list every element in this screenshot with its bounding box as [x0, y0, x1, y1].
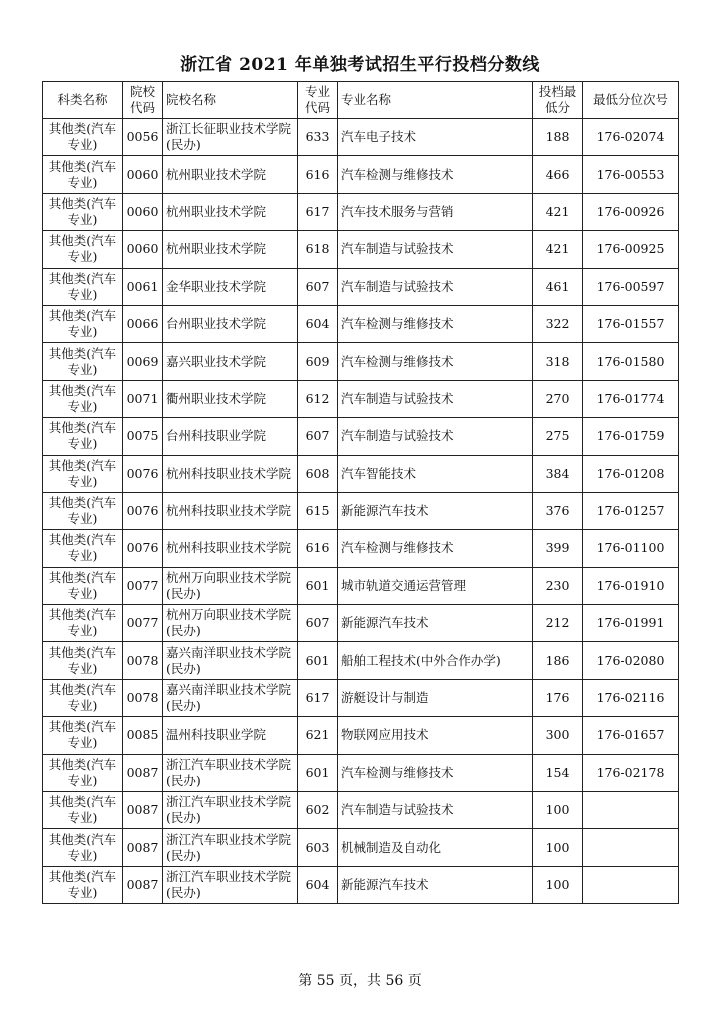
table-row [43, 418, 679, 455]
cell-school-name: 嘉兴职业技术学院 [163, 343, 298, 380]
cell-school-name: 杭州科技职业技术学院 [163, 455, 298, 492]
table-row [43, 156, 679, 193]
cell-category: 其他类(汽车专业) [43, 492, 123, 529]
cell-major-code: 616 [298, 530, 338, 567]
cell-min-score: 384 [533, 455, 583, 492]
cell-category: 其他类(汽车专业) [43, 567, 123, 604]
cell-school-code: 0085 [123, 717, 163, 754]
table-row [43, 792, 679, 829]
cell-major-code: 617 [298, 679, 338, 716]
cell-major-code: 602 [298, 792, 338, 829]
table-body [43, 119, 679, 904]
cell-category: 其他类(汽车专业) [43, 231, 123, 268]
cell-category: 其他类(汽车专业) [43, 829, 123, 866]
cell-school-name: 嘉兴南洋职业技术学院(民办) [163, 642, 298, 679]
cell-school-code: 0087 [123, 754, 163, 791]
cell-school-code: 0078 [123, 679, 163, 716]
cell-min-score: 376 [533, 492, 583, 529]
cell-min-rank: 176-00597 [583, 268, 679, 305]
header-major-name: 专业名称 [338, 82, 533, 119]
cell-major-code: 601 [298, 754, 338, 791]
cell-min-rank [583, 829, 679, 866]
cell-major-name: 汽车检测与维修技术 [338, 754, 533, 791]
header-school-code: 院校代码 [123, 82, 163, 119]
cell-school-code: 0060 [123, 193, 163, 230]
cell-major-name: 城市轨道交通运营管理 [338, 567, 533, 604]
cell-school-name: 台州科技职业学院 [163, 418, 298, 455]
cell-school-name: 杭州万向职业技术学院(民办) [163, 567, 298, 604]
cell-min-rank: 176-01557 [583, 305, 679, 342]
cell-school-code: 0077 [123, 567, 163, 604]
cell-major-code: 621 [298, 717, 338, 754]
page-title: 浙江省 2021 年单独考试招生平行投档分数线 [180, 55, 540, 75]
cell-school-code: 0071 [123, 380, 163, 417]
cell-major-name: 新能源汽车技术 [338, 866, 533, 903]
cell-school-name: 杭州职业技术学院 [163, 156, 298, 193]
cell-major-name: 汽车电子技术 [338, 119, 533, 156]
cell-min-rank: 176-01580 [583, 343, 679, 380]
cell-major-name: 汽车检测与维修技术 [338, 156, 533, 193]
cell-major-code: 607 [298, 605, 338, 642]
cell-school-code: 0056 [123, 119, 163, 156]
cell-school-code: 0087 [123, 792, 163, 829]
cell-school-name: 杭州科技职业技术学院 [163, 492, 298, 529]
cell-major-code: 609 [298, 343, 338, 380]
cell-min-rank: 176-02178 [583, 754, 679, 791]
cell-min-score: 176 [533, 679, 583, 716]
cell-category: 其他类(汽车专业) [43, 679, 123, 716]
cell-min-score: 318 [533, 343, 583, 380]
table-row [43, 455, 679, 492]
cell-school-code: 0076 [123, 492, 163, 529]
cell-min-score: 300 [533, 717, 583, 754]
header-school-name: 院校名称 [163, 82, 298, 119]
cell-category: 其他类(汽车专业) [43, 530, 123, 567]
cell-min-rank: 176-00926 [583, 193, 679, 230]
cell-min-score: 270 [533, 380, 583, 417]
cell-school-name: 金华职业技术学院 [163, 268, 298, 305]
cell-major-code: 604 [298, 866, 338, 903]
cell-category: 其他类(汽车专业) [43, 418, 123, 455]
cell-min-rank: 176-01991 [583, 605, 679, 642]
cell-min-score: 100 [533, 792, 583, 829]
cell-min-score: 100 [533, 866, 583, 903]
table-row [43, 119, 679, 156]
cell-min-score: 186 [533, 642, 583, 679]
header-major-code: 专业代码 [298, 82, 338, 119]
cell-major-name: 机械制造及自动化 [338, 829, 533, 866]
cell-school-code: 0060 [123, 156, 163, 193]
header-min-score: 投档最低分 [533, 82, 583, 119]
cell-category: 其他类(汽车专业) [43, 193, 123, 230]
cell-category: 其他类(汽车专业) [43, 866, 123, 903]
cell-school-name: 杭州职业技术学院 [163, 231, 298, 268]
table-row [43, 829, 679, 866]
cell-min-score: 212 [533, 605, 583, 642]
cell-major-code: 607 [298, 268, 338, 305]
header-category: 科类名称 [43, 82, 123, 119]
cell-major-name: 新能源汽车技术 [338, 605, 533, 642]
cell-school-name: 浙江汽车职业技术学院(民办) [163, 866, 298, 903]
cell-school-code: 0087 [123, 829, 163, 866]
cell-min-rank: 176-01100 [583, 530, 679, 567]
table-row [43, 567, 679, 604]
cell-min-rank: 176-01208 [583, 455, 679, 492]
table-row [43, 343, 679, 380]
cell-min-rank: 176-02080 [583, 642, 679, 679]
cell-major-code: 601 [298, 642, 338, 679]
cell-major-code: 604 [298, 305, 338, 342]
cell-school-code: 0066 [123, 305, 163, 342]
page-footer: 第 55 页，共 56 页 [298, 973, 422, 989]
table-row [43, 866, 679, 903]
cell-min-rank: 176-02116 [583, 679, 679, 716]
cell-major-name: 汽车制造与试验技术 [338, 380, 533, 417]
cell-major-name: 汽车检测与维修技术 [338, 343, 533, 380]
table-row [43, 605, 679, 642]
table-row [43, 530, 679, 567]
table-row [43, 380, 679, 417]
cell-school-code: 0069 [123, 343, 163, 380]
cell-min-rank: 176-01910 [583, 567, 679, 604]
cell-min-score: 275 [533, 418, 583, 455]
cell-major-code: 616 [298, 156, 338, 193]
table-row [43, 268, 679, 305]
cell-category: 其他类(汽车专业) [43, 380, 123, 417]
cell-category: 其他类(汽车专业) [43, 717, 123, 754]
cell-school-name: 衢州职业技术学院 [163, 380, 298, 417]
cell-major-name: 汽车制造与试验技术 [338, 792, 533, 829]
table-row [43, 193, 679, 230]
cell-category: 其他类(汽车专业) [43, 455, 123, 492]
cell-category: 其他类(汽车专业) [43, 642, 123, 679]
cell-min-score: 230 [533, 567, 583, 604]
cell-school-name: 杭州万向职业技术学院(民办) [163, 605, 298, 642]
cell-major-code: 633 [298, 119, 338, 156]
cell-major-name: 汽车检测与维修技术 [338, 530, 533, 567]
cell-min-score: 421 [533, 193, 583, 230]
cell-school-code: 0077 [123, 605, 163, 642]
cell-major-code: 615 [298, 492, 338, 529]
cell-major-code: 603 [298, 829, 338, 866]
cell-school-code: 0061 [123, 268, 163, 305]
cell-major-name: 汽车制造与试验技术 [338, 268, 533, 305]
cell-school-name: 杭州职业技术学院 [163, 193, 298, 230]
cell-category: 其他类(汽车专业) [43, 268, 123, 305]
cell-major-name: 汽车检测与维修技术 [338, 305, 533, 342]
cell-school-code: 0076 [123, 455, 163, 492]
cell-school-name: 台州职业技术学院 [163, 305, 298, 342]
cell-school-code: 0060 [123, 231, 163, 268]
cell-school-name: 温州科技职业学院 [163, 717, 298, 754]
cell-school-name: 嘉兴南洋职业技术学院(民办) [163, 679, 298, 716]
cell-major-name: 物联网应用技术 [338, 717, 533, 754]
cell-category: 其他类(汽车专业) [43, 119, 123, 156]
cell-major-name: 船舶工程技术(中外合作办学) [338, 642, 533, 679]
cell-min-score: 100 [533, 829, 583, 866]
cell-major-code: 612 [298, 380, 338, 417]
cell-category: 其他类(汽车专业) [43, 305, 123, 342]
cell-min-rank [583, 866, 679, 903]
cell-school-code: 0087 [123, 866, 163, 903]
cell-major-name: 汽车技术服务与营销 [338, 193, 533, 230]
cell-major-code: 608 [298, 455, 338, 492]
cell-min-score: 461 [533, 268, 583, 305]
cell-min-rank: 176-01657 [583, 717, 679, 754]
table-header-row [43, 82, 679, 119]
cell-min-rank: 176-01759 [583, 418, 679, 455]
table-row [43, 231, 679, 268]
table-row [43, 642, 679, 679]
cell-school-name: 浙江汽车职业技术学院(民办) [163, 792, 298, 829]
cell-min-rank: 176-02074 [583, 119, 679, 156]
cell-major-name: 汽车智能技术 [338, 455, 533, 492]
table-row [43, 305, 679, 342]
cell-min-rank: 176-01257 [583, 492, 679, 529]
table-row [43, 754, 679, 791]
score-table [42, 81, 679, 904]
cell-min-rank: 176-00925 [583, 231, 679, 268]
cell-major-code: 601 [298, 567, 338, 604]
cell-min-score: 322 [533, 305, 583, 342]
cell-category: 其他类(汽车专业) [43, 343, 123, 380]
cell-min-score: 399 [533, 530, 583, 567]
cell-school-name: 浙江汽车职业技术学院(民办) [163, 754, 298, 791]
cell-major-name: 游艇设计与制造 [338, 679, 533, 716]
cell-school-code: 0078 [123, 642, 163, 679]
cell-major-code: 618 [298, 231, 338, 268]
cell-school-name: 浙江长征职业技术学院(民办) [163, 119, 298, 156]
table-row [43, 679, 679, 716]
cell-major-name: 汽车制造与试验技术 [338, 231, 533, 268]
cell-major-name: 新能源汽车技术 [338, 492, 533, 529]
cell-category: 其他类(汽车专业) [43, 605, 123, 642]
table-row [43, 492, 679, 529]
table-row [43, 717, 679, 754]
cell-school-name: 杭州科技职业技术学院 [163, 530, 298, 567]
cell-min-rank [583, 792, 679, 829]
cell-category: 其他类(汽车专业) [43, 754, 123, 791]
cell-school-name: 浙江汽车职业技术学院(民办) [163, 829, 298, 866]
cell-category: 其他类(汽车专业) [43, 792, 123, 829]
cell-major-code: 607 [298, 418, 338, 455]
cell-min-rank: 176-00553 [583, 156, 679, 193]
cell-school-code: 0075 [123, 418, 163, 455]
cell-min-rank: 176-01774 [583, 380, 679, 417]
cell-school-code: 0076 [123, 530, 163, 567]
header-min-rank: 最低分位次号 [583, 82, 679, 119]
cell-min-score: 154 [533, 754, 583, 791]
cell-major-code: 617 [298, 193, 338, 230]
cell-min-score: 421 [533, 231, 583, 268]
cell-major-name: 汽车制造与试验技术 [338, 418, 533, 455]
cell-category: 其他类(汽车专业) [43, 156, 123, 193]
cell-min-score: 466 [533, 156, 583, 193]
cell-min-score: 188 [533, 119, 583, 156]
